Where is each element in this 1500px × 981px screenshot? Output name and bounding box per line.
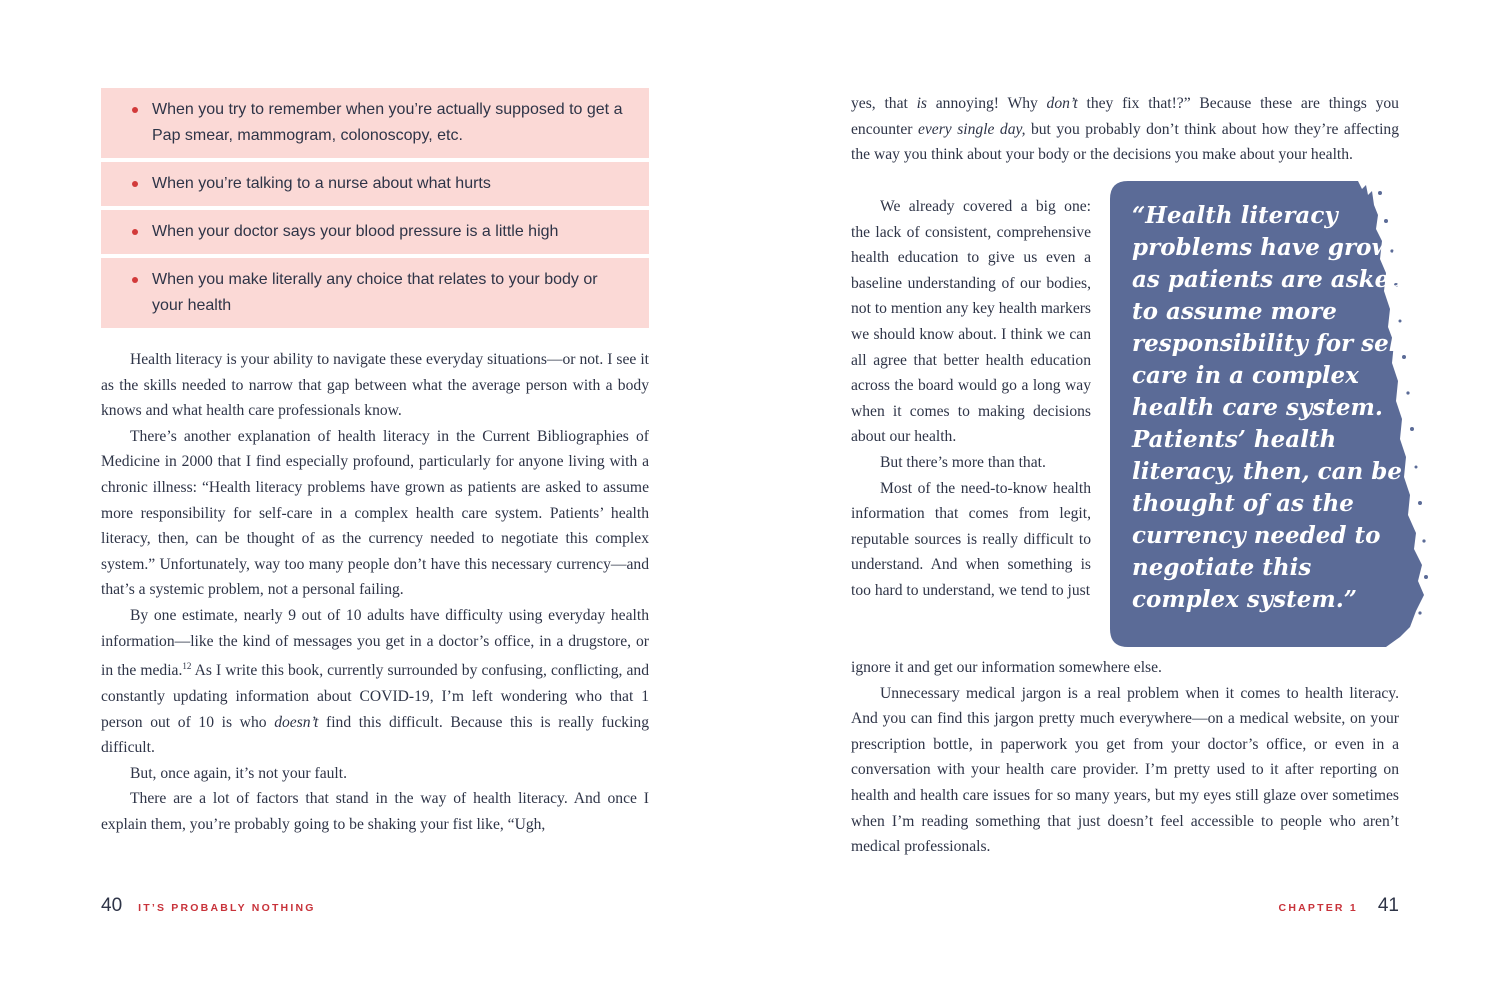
right-top-text (851, 91, 1399, 168)
text-run: they fix that!?” Because these are things you encounter (851, 95, 1399, 138)
bullet-dot-icon (132, 181, 138, 187)
right-column-text (851, 194, 1091, 604)
bullet-text: When your doctor says your blood pressure is a little high (152, 223, 559, 240)
paragraph: Most of the need-to-know health information that comes from legit, reputable sources is really difficult to understand. And when something is too hard to understand, we tend to just (851, 479, 1091, 599)
bullet-item (101, 162, 649, 206)
folio-right (1279, 895, 1399, 917)
pull-quote-text: “Health literacy problems have grown as patients are asked to assume more responsibility for self-care in a complex health care system. Patients’ health literacy, then, can be thought of as the currency needed to negotiate this complex system.” (1132, 202, 1417, 613)
bullet-item (101, 210, 649, 254)
emphasis: doesn’t (274, 713, 319, 731)
bullet-list (101, 88, 649, 332)
paragraph: But, once again, it’s not your fault. (130, 764, 347, 782)
running-head: IT’S PROBABLY NOTHING (138, 902, 316, 914)
emphasis: every single day, (917, 120, 1026, 138)
folio-left (101, 895, 316, 917)
bullet-item (101, 88, 649, 158)
paragraph: Health literacy is your ability to navigate these everyday situations—or not. I see it as the skills needed to narrow that gap between what the average person with a body knows and what health care professionals know. (101, 351, 649, 420)
paragraph: There are a lot of factors that stand in the way of health literacy. And once I explain them, you’re probably going to be shaking your fist like, “Ugh, (101, 790, 649, 833)
emphasis: don’t (1046, 95, 1078, 112)
page-number: 40 (101, 895, 123, 916)
bullet-dot-icon (132, 277, 138, 283)
right-bottom-text (851, 655, 1399, 860)
text-run: By one estimate, nearly 9 out of 10 adults have difficulty using everyday health information—like the kind of messages you get in a doctor’s office, in a drugstore, or in the media. (101, 606, 649, 680)
page-number: 41 (1377, 895, 1399, 916)
text-run: annoying! Why (927, 95, 1047, 112)
paragraph: But there’s more than that. (880, 453, 1046, 471)
running-head: CHAPTER 1 (1278, 902, 1358, 914)
pull-quote (1110, 181, 1428, 647)
paragraph (851, 91, 1399, 168)
footnote-ref: 12 (182, 661, 192, 672)
emphasis: is (916, 95, 927, 112)
bullet-text: When you’re talking to a nurse about what hurts (152, 175, 491, 192)
left-body-text (101, 347, 649, 837)
bullet-dot-icon (132, 107, 138, 113)
bullet-text: When you make literally any choice that relates to your body or your health (152, 271, 598, 314)
text-run: yes, that (851, 95, 917, 112)
text-run: but you probably don’t think about how they’re affecting the way you think about your body or the decisions you make about your health. (851, 120, 1400, 164)
text-run: As I write this book, currently surrounded by confusing, conflicting, and constantly updating information about COVID-19, I’m left wondering who that 1 person out of 10 is who (101, 662, 649, 731)
bullet-item (101, 258, 649, 328)
paragraph: ignore it and get our information somewhere else. (851, 659, 1162, 676)
paragraph (101, 603, 649, 761)
paragraph: We already covered a big one: the lack of consistent, comprehensive health education to give us even a baseline understanding of our bodies, not to mention any key health markers we should know about. I think we can all agree that better health education across the board would go a long way when it comes to making decisions about our health. (851, 198, 1091, 446)
paragraph: Unnecessary medical jargon is a real problem when it comes to health literacy. And you can find this jargon pretty much everywhere—on a medical website, on your prescription bottle, in paperwork you get from your doctor’s office, or even in a conversation with your health care provider. I’m pretty used to it after reporting on health and health care issues for so many years, but my eyes still glaze over sometimes when I’m reading something that just doesn’t feel accessible to people who aren’t medical professionals. (851, 684, 1399, 856)
paragraph: There’s another explanation of health literacy in the Current Bibliographies of Medicine in 2000 that I find especially profound, particularly for anyone living with a chronic illness: “Health literacy problems have grown as patients are asked to assume more responsibility for self-care in a complex health care system. Patients’ health literacy, then, can be thought of as the currency needed to negotiate this complex system.” Unfortunately, way too many people don’t have this necessary currency—and that’s a systemic problem, not a personal failing. (101, 427, 649, 599)
text-run: find this difficult. Because this is really fucking difficult. (101, 713, 650, 757)
bullet-dot-icon (132, 229, 138, 235)
bullet-text: When you try to remember when you’re actually supposed to get a Pap smear, mammogram, colonoscopy, etc. (152, 101, 623, 144)
